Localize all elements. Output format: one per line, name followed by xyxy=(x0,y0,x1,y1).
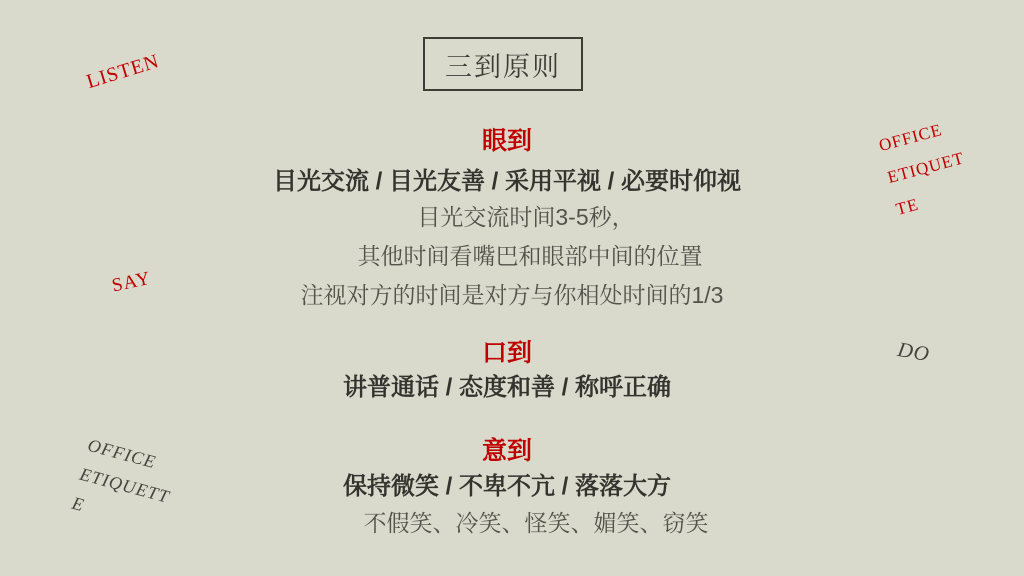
decoration-do: DO xyxy=(895,337,932,367)
detail-line: 不假笑、冷笑、怪笑、媚笑、窃笑 xyxy=(363,510,709,536)
decoration-say: SAY xyxy=(110,267,153,297)
decoration-office-etiquette-left: OFFICE ETIQUETTE xyxy=(70,434,172,516)
page-title: 三到原则 xyxy=(445,51,561,82)
title-box xyxy=(423,37,583,91)
section-heading-intent: 意到 xyxy=(481,437,532,465)
detail-line: 其他时间看嘴巴和眼部中间的位置 xyxy=(357,243,703,269)
section-heading-eyes: 眼到 xyxy=(481,127,532,155)
section-heading-mouth: 口到 xyxy=(481,339,532,367)
section-bold-line-eyes: 目光交流 / 目光友善 / 采用平视 / 必要时仰视 xyxy=(272,168,741,195)
section-bold-line-intent: 保持微笑 / 不卑不亢 / 落落大方 xyxy=(342,473,671,500)
decoration-listen: LISTEN xyxy=(84,50,163,94)
detail-line: 注视对方的时间是对方与你相处时间的1/3 xyxy=(300,282,724,308)
section-bold-line-mouth: 讲普通话 / 态度和善 / 称呼正确 xyxy=(342,374,671,401)
decoration-office-etiquette-right: OFFICE ETIQUETTE xyxy=(876,120,967,219)
detail-line: 目光交流时间3-5秒， xyxy=(417,204,635,230)
